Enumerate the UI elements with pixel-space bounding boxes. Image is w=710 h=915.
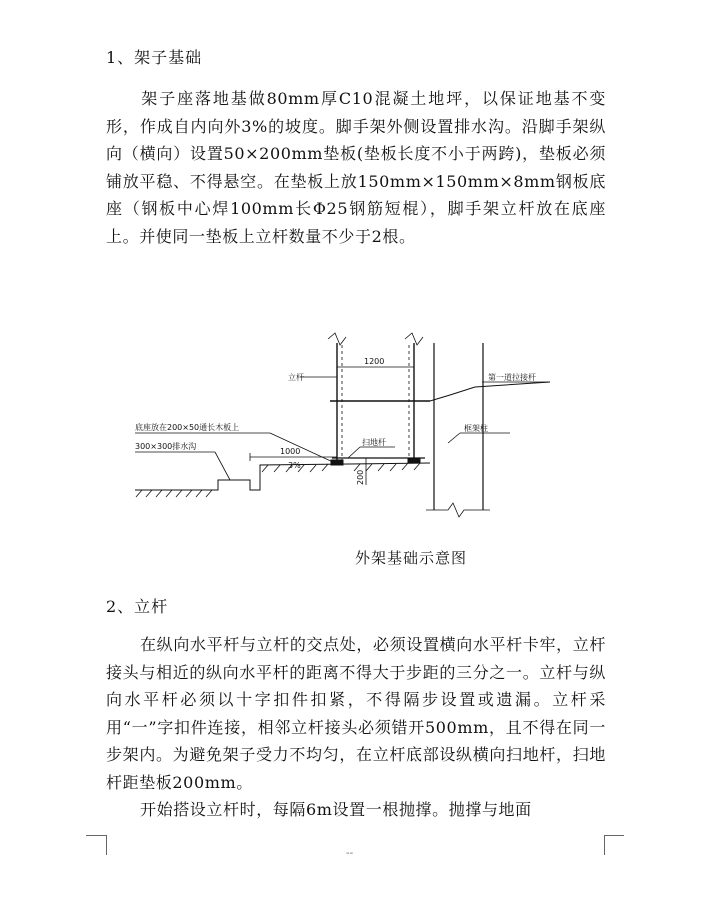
first-tie-rod <box>430 382 550 401</box>
section-2-heading: 2、立杆 <box>106 597 169 616</box>
label-base-note: 底座放在200×50通长木板上 <box>135 423 240 432</box>
label-1000: 1000 <box>280 447 301 456</box>
section-2-paragraph-2 <box>106 796 606 824</box>
base-plate-inner <box>408 458 420 463</box>
section-1-heading: 1、架子基础 <box>106 48 203 67</box>
label-drain: 300×300排水沟 <box>135 442 197 451</box>
label-first-tie: 第一道拉接杆 <box>488 373 536 382</box>
label-sweep-rod: 扫地杆 <box>362 438 386 447</box>
corner-mark-left-h <box>86 835 106 836</box>
label-200: 200 <box>356 469 365 485</box>
section-2-text-1: 在纵向水平杆与立杆的交点处，必须设置横向水平杆卡牢，立杆接头与相近的纵向水平杆的距离不得大于步距的三分之一。立杆与纵向水平杆必须以十字扣件扣紧，不得隔步设置或遗漏。立杆采用“一”字扣件连接，相邻立杆接头必须错开500mm，且不得在同一步架内。为避免架子受力不均匀，在立杆底部设纵横向扫地杆，扫地杆距垫板200mm。 <box>106 635 606 792</box>
label-slope: 3% <box>288 461 301 470</box>
diagram-caption: 外架基础示意图 <box>355 549 468 567</box>
corner-mark-right <box>604 835 623 855</box>
label-1200: 1200 <box>364 357 385 366</box>
base-plate-outer <box>331 460 343 465</box>
section-2-text-2: 开始搭设立杆时，每隔6m设置一根抛撑。抛撑与地面 <box>140 800 532 819</box>
corner-mark-left <box>88 835 107 855</box>
ground-hatching <box>136 463 420 497</box>
ground-line <box>135 463 430 490</box>
section-2-paragraph-1 <box>106 631 606 796</box>
label-pole: 立杆 <box>288 373 304 382</box>
section-1-text: 架子座落地基做80mm厚C10混凝土地坪，以保证地基不变形，作成自内向外3%的坡度。脚手架外侧设置排水沟。沿脚手架纵向（横向）设置50×200mm垫板(垫板长度不小于两跨)，垫板必须铺放平稳、不得悬空。在垫板上放150mm×150mm×8mm钢板底座（钢板中心焊100mm长Φ25钢筋短棍），脚手架立杆放在底座上。并使同一垫板上立杆数量不少于2根。 <box>106 89 606 246</box>
label-frame-column: 框架柱 <box>464 424 488 433</box>
scaffold-foundation-diagram <box>130 325 570 525</box>
section-1-paragraph <box>106 85 606 250</box>
page-footer-mark: -- <box>346 848 354 859</box>
corner-mark-right-h <box>604 835 624 836</box>
